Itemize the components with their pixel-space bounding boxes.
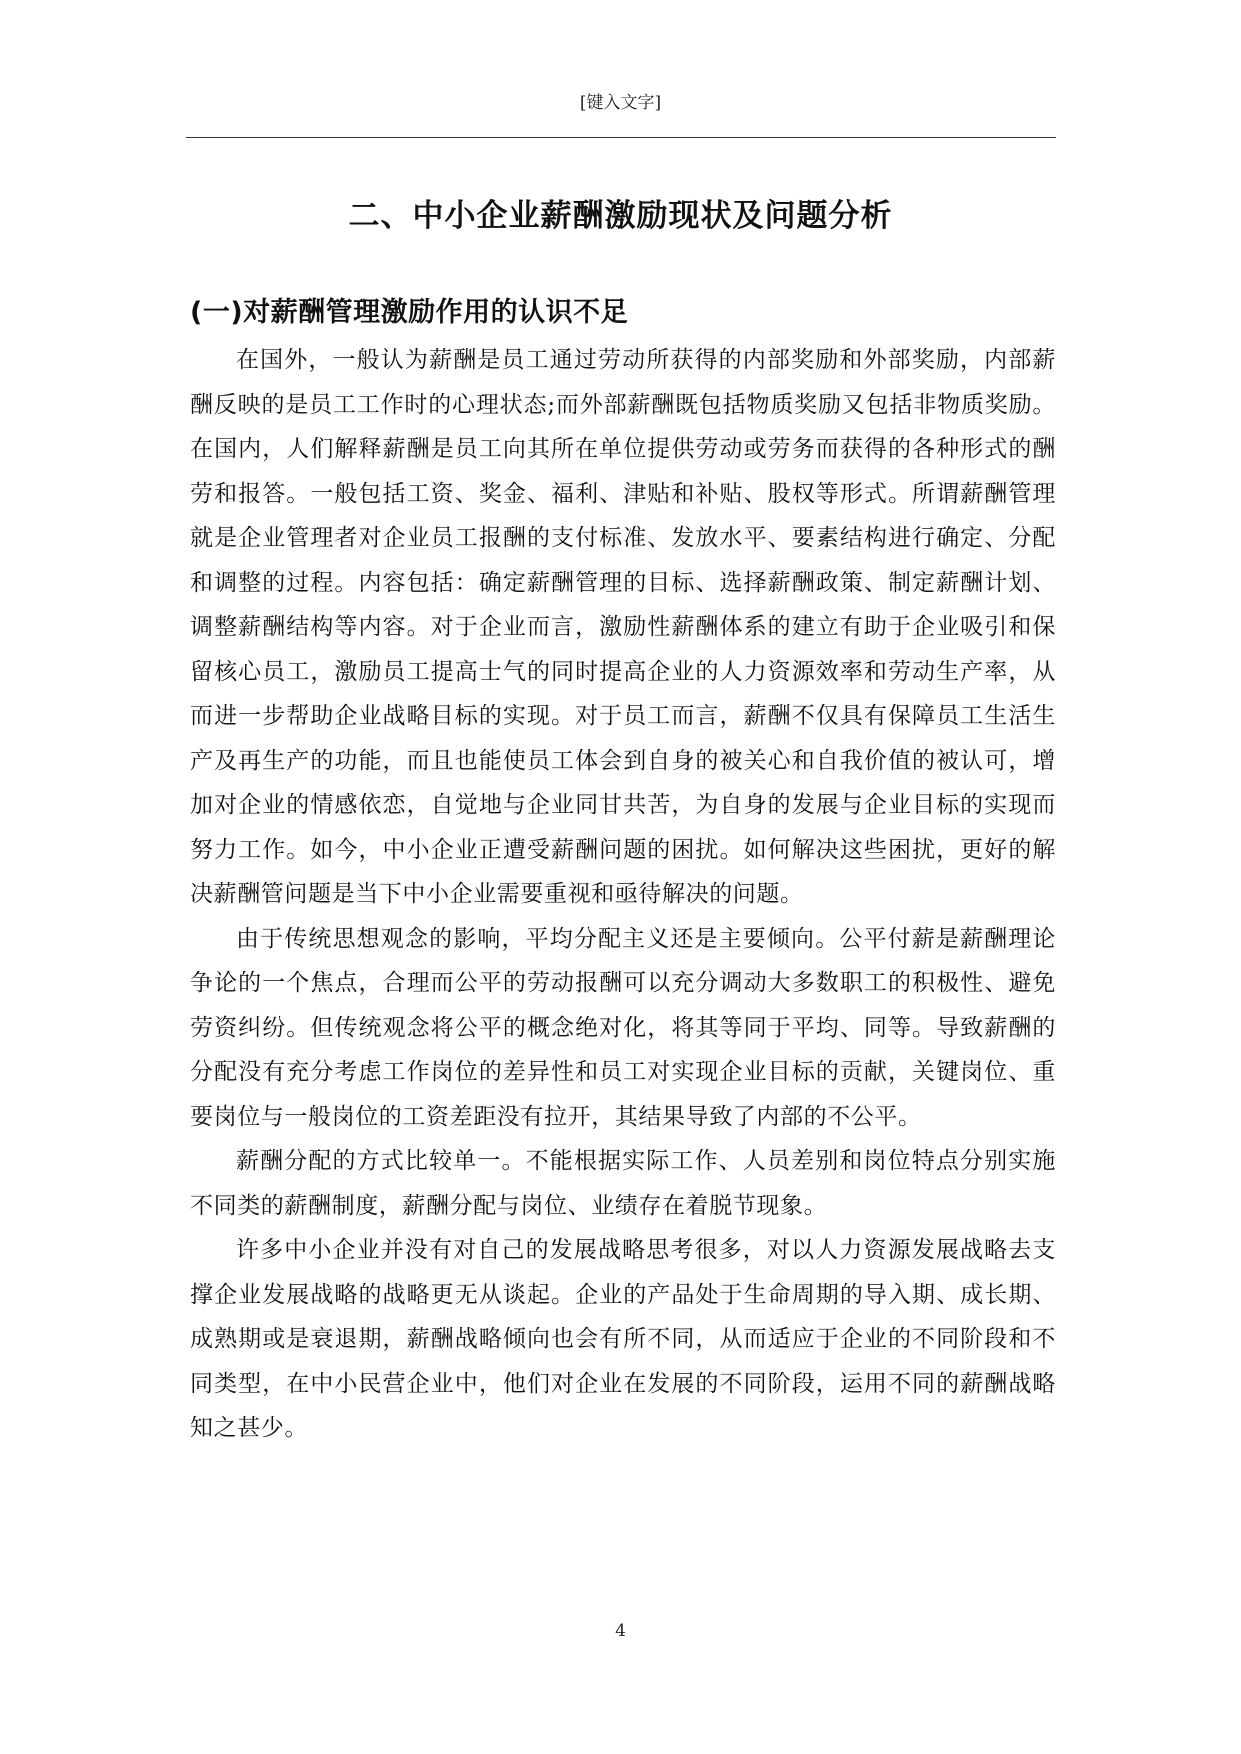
chapter-title: 二、中小企业薪酬激励现状及问题分析 <box>348 198 893 234</box>
paragraph-1: 在国外，一般认为薪酬是员工通过劳动所获得的内部奖励和外部奖励，内部薪酬反映的是员工工作时的心理状态;而外部薪酬既包括物质奖励又包括非物质奖励。在国内，人们解释薪酬是员工向其所在单位提供劳动或劳务而获得的各种形式的酬劳和报答。一般包括工资、奖金、福利、津贴和补贴、股权等形式。所谓薪酬管理就是企业管理者对企业员工报酬的支付标准、发放水平、要素结构进行确定、分配和调整的过程。内容包括：确定薪酬管理的目标、选择薪酬政策、制定薪酬计划、调整薪酬结构等内容。对于企业而言，激励性薪酬体系的建立有助于企业吸引和保留核心员工，激励员工提高士气的同时提高企业的人力资源效率和劳动生产率，从而进一步帮助企业战略目标的实现。对于员工而言，薪酬不仅具有保障员工生活生产及再生产的功能，而且也能使员工体会到自身的被关心和自我价值的被认可，增加对企业的情感依恋，自觉地与企业同甘共苦，为自身的发展与企业目标的实现而努力工作。如今，中小企业正遭受薪酬问题的困扰。如何解决这些困扰，更好的解决薪酬管问题是当下中小企业需要重视和亟待解决的问题。 <box>190 347 1056 907</box>
paragraph-4: 许多中小企业并没有对自己的发展战略思考很多，对以人力资源发展战略去支撑企业发展战略的战略更无从谈起。企业的产品处于生命周期的导入期、成长期、成熟期或是衰退期，薪酬战略倾向也会有所不同，从而适应于企业的不同阶段和不同类型，在中小民营企业中，他们对企业在发展的不同阶段，运用不同的薪酬战略知之甚少。 <box>190 1237 1056 1441</box>
section-title: (一)对薪酬管理激励作用的认识不足 <box>190 297 629 328</box>
page-header: [键入文字] <box>579 93 662 113</box>
paragraph-2: 由于传统思想观念的影响，平均分配主义还是主要倾向。公平付薪是薪酬理论争论的一个焦点，合理而公平的劳动报酬可以充分调动大多数职工的积极性、避免劳资纠纷。但传统观念将公平的概念绝对化，将其等同于平均、同等。导致薪酬的分配没有充分考虑工作岗位的差异性和员工对实现企业目标的贡献，关键岗位、重要岗位与一般岗位的工资差距没有拉开，其结果导致了内部的不公平。 <box>190 925 1056 1130</box>
body-text <box>190 338 1056 1451</box>
paragraph-3: 薪酬分配的方式比较单一。不能根据实际工作、人员差别和岗位特点分别实施不同类的薪酬制度，薪酬分配与岗位、业绩存在着脱节现象。 <box>190 1148 1056 1219</box>
page-number: 4 <box>615 1621 626 1641</box>
header-divider <box>186 137 1056 138</box>
